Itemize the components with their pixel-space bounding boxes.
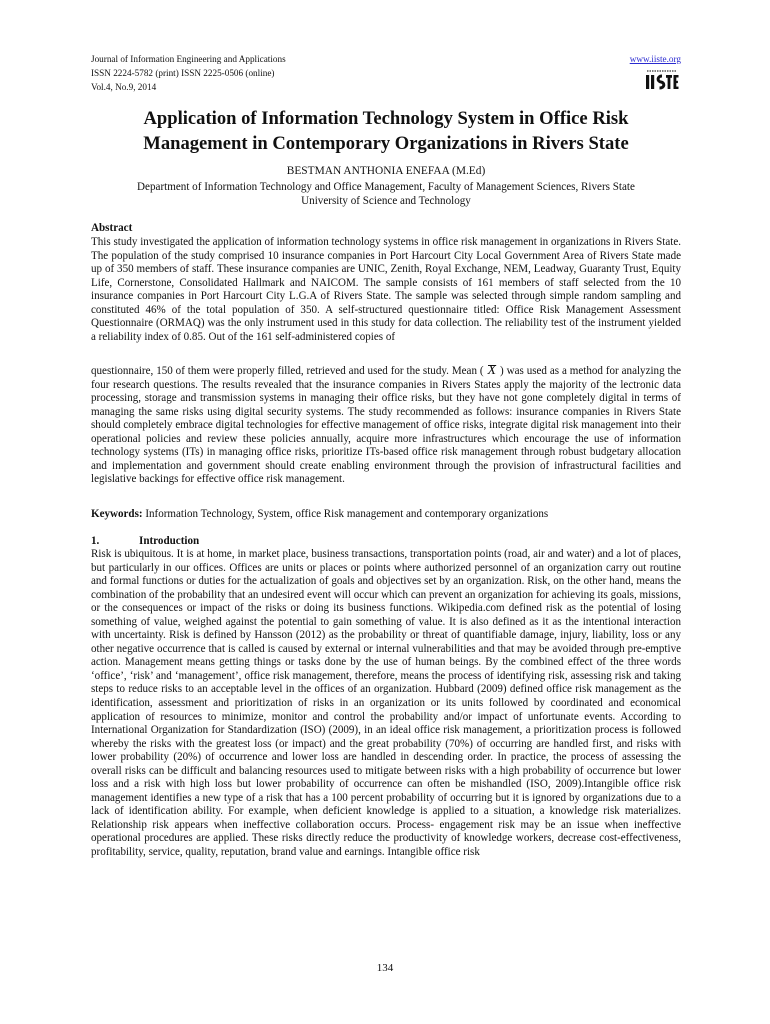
affiliation-line-2: University of Science and Technology (301, 195, 471, 208)
journal-url-link[interactable]: www.iiste.org (629, 54, 681, 64)
section-heading-introduction (91, 535, 199, 549)
keywords-label: Keywords: (91, 508, 143, 520)
section-number: 1. (91, 535, 100, 547)
title-line-2: Management in Contemporary Organizations in Rivers State (143, 132, 629, 154)
journal-volume: Vol.4, No.9, 2014 (91, 82, 157, 92)
abstract-text-part-1: This study investigated the application of information technology systems in office risk management in organizations in Rivers State. The population of the study comprised 10 insurance companies in Port Harcourt City Local Government Area of Rivers State made up of 350 members of staff. These insurance companies are UNIC, Zenith, Royal Exchange, NEM, Leadway, Guaranty Trust, Equity Life, Cornerstone, Consolidated Hallmark and NAICOM. The sample consists of 161 members of staff selected from the 10 insurance companies in Port Harcourt City L.G.A of Rivers State. The sample was selected through simple random sampling and constituted 46% of the total population of 350. A self-structured questionnaire titled: Office Risk Management Assessment Questionnaire (ORMAQ) was the only instrument used in this study for data collection. The reliability test of the instrument yielded a reliability index of 0.85. Out of the 161 self-administered copies of (91, 236, 681, 343)
journal-name: Journal of Information Engineering and Applications (91, 54, 286, 64)
paper-title (91, 107, 681, 156)
section-title: Introduction (139, 535, 200, 547)
introduction-text: Risk is ubiquitous. It is at home, in market place, business transactions, transportation points (road, air and water) and a lot of places, but particularly in our offices. Offices are units or places or points where authorized personnel of an organization carry out routine and formal functions or duties for the actualization of goals and objectives set by an organization. Risk, on the other hand, means the combination of the probability that an undesired event will occur which can prevent an organization for achieving its goals, missions, or the consequences or impact of the risks or doing its business functions. Wikipedia.com defined risk as the potential of losing something of value, weighed against the potential to gain something of value. It is also defined as it as the intentional interaction with uncertainty. Risk is defined by Hansson (2012) as the probability or threat of quantifiable damage, injury, liability, loss or any other negative occurrence that is called is caused by external or internal vulnerabilities and that may be avoided through pre-emptive action. Management means getting things or tasks done by the use of human beings. By the combined effect of the three words ‘office’, ‘risk’ and ‘management’, office risk management, therefore, means the process of identifying risk, assessing risk and taking steps to reduce risks to an acceptable level in the offices of an organization. Hubbard (2009) defined office risk management as the identification, assessment and prioritization of risks in an organization or its units followed by coordinated and economical application of resources to minimize, monitor and control the probability and/or impact of unfortunate events. According to International Organization for Standardization (ISO) (2009), in an ideal office risk management, a prioritization process is followed whereby the risks with the greatest loss (or impact) and the great probability (70%) of occurring are handled first, and risks with lower probability (20%) of occurrence and lower loss are handled in descending order. In practice, the process of assessing the overall risks can be difficult and balancing resources used to mitigate between risks with a high probability of occurrence but lower loss and a risk with high loss but lower probability of occurrence can often be mishandled (ISO, 2009).Intangible office risk management identifies a new type of a risk that has a 100 percent probability of occurring but it is ignored by organizations due to a lack of identification ability. For example, when deficient knowledge is applied to a situation, a knowledge risk materializes. Relationship risk appears when ineffective collaboration occurs. Process- engagement risk may be an issue when ineffective operational procedures are applied. These risks directly reduce the productivity of knowledge workers, decrease cost-effectiveness, profitability, service, quality, reputation, brand value and earnings. Intangible office risk (91, 548, 681, 859)
journal-info (91, 52, 286, 94)
affiliation-line-1: Department of Information Technology and Office Management, Faculty of Management Sciences, Rivers State (137, 181, 635, 193)
author-name: BESTMAN ANTHONIA ENEFAA (M.Ed) (286, 165, 486, 177)
iiste-logo-icon (645, 69, 679, 91)
abstract-heading: Abstract (91, 222, 133, 234)
abstract-text-part-2 (91, 364, 681, 487)
keywords-line (91, 508, 681, 522)
journal-issn: ISSN 2224-5782 (print) ISSN 2225-0506 (online) (91, 68, 275, 78)
abstract-text-before-mean: questionnaire, 150 of them were properly filled, retrieved and used for the study. Mean ( (91, 365, 484, 377)
mean-symbol: X (487, 363, 497, 378)
journal-header (91, 52, 681, 96)
abstract-text-after-mean: ) was used as a method for analyzing the four research questions. The results revealed that the insurance companies in Rivers States apply the majority of the lectronic data processing, storage and transmission systems in managing their office risks, but they have not gone completely digital in terms of managing the same risks using digital security systems. The study recommended as follows: insurance companies in Rivers State should completely embrace digital technologies for effective management of office risks, integrate digital risk management into their operational policies and review these policies annually, acquire more infrastructures which encourage the use of information technology systems (ITs) in managing office risks, prioritize ITs-based office risk management through robust budgetary allocation and implementation and government should create enabling environment through the provision of infrastructural facilities and legislative backings for effective office risk management. (91, 365, 682, 486)
title-line-1: Application of Information Technology System in Office Risk (143, 108, 629, 129)
keywords-text: Information Technology, System, office Risk management and contemporary organizations (145, 508, 549, 520)
page-number: 134 (376, 962, 394, 974)
author-affiliation (91, 180, 681, 209)
